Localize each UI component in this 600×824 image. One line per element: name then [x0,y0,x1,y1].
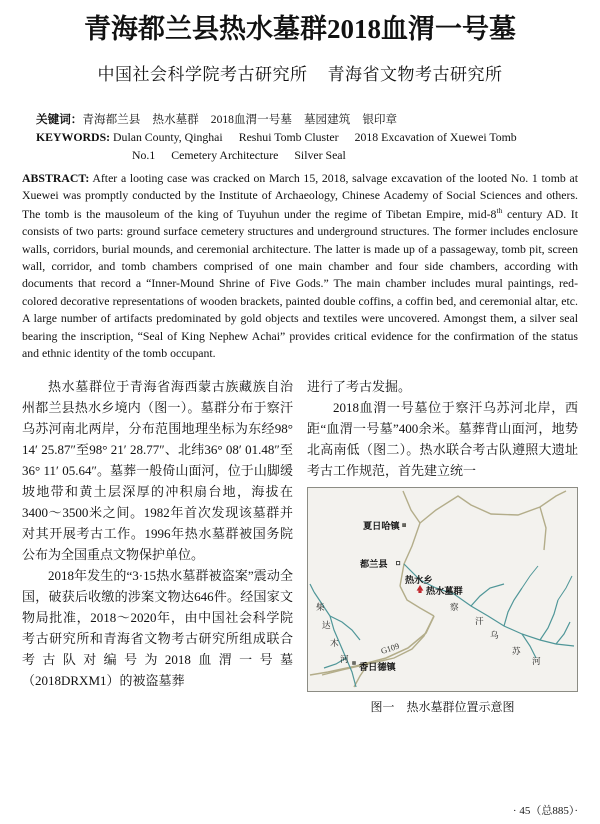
svg-text:达: 达 [322,619,331,630]
keyword-en-5: Cemetery Architecture [171,148,279,163]
document-page [0,14,600,824]
svg-text:汗: 汗 [475,615,484,626]
right-column [307,376,578,718]
left-paragraph-1: 热水墓群位于青海省海西蒙古族藏族自治州都兰县热水乡境内（图一）。墓群分布于察汗乌苏河南北两岸，分布范围地理坐标为东经98° 14′ 25.87″至98° 21′ 28.77″、北纬36° 08′ 01.48″至36° 11′ 05.64″。墓葬一般倚山面河，位于山脚缓坡地带和黄土层深厚的冲积扇台地，海拔在3400～3500米之间。1982年首次发现该墓群并对其开展考古工作。1996年热水墓群被国务院公布为全国重点文物保护单位。 [22,378,293,563]
page-footer: · 45（总885）· [512,805,578,817]
svg-text:察: 察 [450,601,459,612]
svg-text:乌: 乌 [490,629,499,640]
left-column [22,376,293,718]
abstract-text-part2: century AD. It consists of two parts: ground surface cemetery structures and underground structures. The former includes enclosure walls, corridors, burial mounds, and ceremonial architecture. The latter is made up of a passageway, tomb pit, screen wall, corridor, and tomb chambers comprised of one main chamber and four side chambers, according with documents that record a “Inner-Mound Shrine of Five Gods.” The main chamber includes mural paintings, red-colored decorative representations of wooden brackets, painted double coffins, a coffin bed, and ceremonial altar, etc. A large number of artifacts predominated by gold objects and textiles were uncovered. Amongst them, a silver seal bearing the inscription, “Seal of King Nephew Achai” provides critical evidence for the confirmation of the status and ethnic identity of the tomb occupant. [22,206,578,361]
xiangridezhen-marker [353,661,356,664]
left-paragraph-2: 2018年发生的“3·15热水墓群被盗案”震动全国，破获后收缴的涉案文物达646件。经国家文物局批准，2018～2020年，由中国社会科学院考古研究所和青海省文物考古研究所组成联合考古队对编号为2018血渭一号墓（2018DRXM1）的被盗墓葬 [22,568,293,689]
map-image [307,487,578,692]
keywords-chinese-label: 关键词： [36,112,83,126]
author-institution-2: 青海省文物考古研究所 [327,64,503,84]
authors-line [22,60,578,85]
abstract-ordinal-suffix: th [496,205,503,215]
figure-1 [307,487,578,717]
keyword-cn-1: 青海都兰县 [82,112,141,126]
author-institution-1: 中国社会科学院考古研究所 [97,64,308,84]
abstract-label: ABSTRACT: [22,170,90,185]
keyword-cn-3: 2018血渭一号墓 [210,112,292,126]
abstract-text-part1: After a looting case was cracked on March 15, 2018, salvage excavation of the looted No. 1 tomb at Xuewei was promptly conducted by the Institute of Archaeology, Chinese Academy of Social Sciences and others. The tomb is the mausoleum of the king of Tuyuhun under the regime of Tibetan Empire, mid-8 [22,170,578,221]
xiarihazhen-marker [403,523,406,526]
map-label-reshuimuqun: 热水墓群 [426,585,463,596]
abstract-paragraph [22,170,578,363]
right-paragraph-1: 进行了考古发掘。 [307,378,412,394]
map-label-dulanxian: 都兰县 [360,558,388,569]
keyword-en-3: 2018 Excavation of Xuewei Tomb [354,130,517,145]
map-label-xiangridezhen: 香日德镇 [359,661,396,672]
keyword-en-1: Dulan County, Qinghai [113,130,223,145]
keyword-cn-5: 银印章 [362,112,398,126]
page-title: 青海都兰县热水墓群2018血渭一号墓 [84,14,516,44]
svg-text:柴: 柴 [316,601,325,612]
figure-caption-text: 热水墓群位置示意图 [406,699,515,714]
keyword-en-6: Silver Seal [294,148,346,163]
keywords-english-line1 [36,129,578,147]
keywords-block [22,111,578,165]
figure-caption [307,698,578,717]
map-road-label-g109: G109 [379,641,401,656]
svg-text:苏: 苏 [512,645,521,656]
map-label-xiarihazhen: 夏日哈镇 [363,520,400,531]
svg-text:河: 河 [532,655,541,666]
keyword-en-2: Reshui Tomb Cluster [238,130,339,145]
keywords-english-label: KEYWORDS: [36,130,111,145]
body-columns [22,376,578,718]
figure-caption-number: 图一 [370,699,395,714]
keyword-en-4: No.1 [132,148,156,163]
keyword-cn-4: 墓园建筑 [303,112,351,126]
svg-text:河: 河 [340,653,349,664]
keyword-cn-2: 热水墓群 [152,112,199,126]
right-paragraph-2: 2018血渭一号墓位于察汗乌苏河北岸，西距“血渭一号墓”400余米。墓葬背山面河，地势北高南低（图二）。热水联合考古队遵照大遗址考古工作规范，首先建立统一 [307,399,578,478]
svg-text:木: 木 [330,637,339,648]
map-label-reshuixiang: 热水乡 [405,574,433,585]
keywords-chinese [36,111,578,129]
dulanxian-marker [397,561,400,564]
keywords-english-line2 [132,147,578,165]
